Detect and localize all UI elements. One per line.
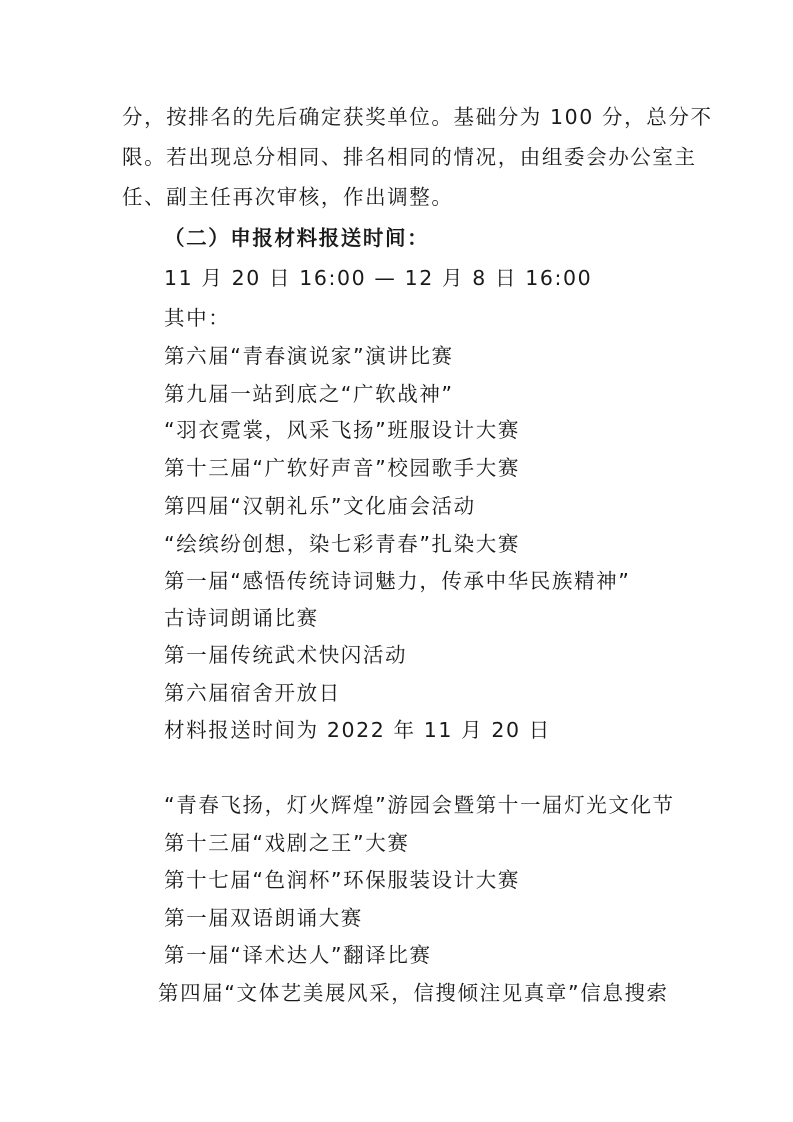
list-item: 第一届传统武术快闪活动 [164,643,408,667]
submission-time-range: 11 月 20 日 16:00 — 12 月 8 日 16:00 [164,266,593,290]
list-item: 第四届“文体艺美展风采，信搜倾注见真章”信息搜索 [158,981,669,1005]
section-heading: （二）申报材料报送时间： [164,226,430,250]
among-label: 其中： [164,306,231,330]
list-item: 第一届“感悟传统诗词魅力，传承中华民族精神” [164,569,631,593]
paragraph-line: 任、副主任再次审核，作出调整。 [122,185,454,209]
list-item: “绘缤纷创想，染七彩青春”扎染大赛 [164,532,520,556]
list-item: 第一届双语朗诵大赛 [164,906,363,930]
list-item: 第十三届“戏剧之王”大赛 [164,831,410,855]
list-item: 古诗词朗诵比赛 [164,606,319,630]
paragraph-line: 限。若出现总分相同、排名相同的情况，由组委会办公室主 [122,145,697,169]
list-item: 第六届宿舍开放日 [164,681,341,705]
list-item: “青春飞扬，灯火辉煌”游园会暨第十一届灯光文化节 [164,793,675,817]
list-item: “羽衣霓裳，风采飞扬”班服设计大赛 [164,418,520,442]
list-item: 第六届“青春演说家”演讲比赛 [164,344,454,368]
list-item: 第九届一站到底之“广软战神” [164,382,454,406]
list-item: 第十七届“色润杯”环保服装设计大赛 [164,868,520,892]
list-item: 第四届“汉朝礼乐”文化庙会活动 [164,494,476,518]
list-item: 第一届“译术达人”翻译比赛 [164,943,432,967]
deadline-note: 材料报送时间为 2022 年 11 月 20 日 [164,718,551,742]
list-item: 第十三届“广软好声音”校园歌手大赛 [164,456,520,480]
paragraph-line: 分，按排名的先后确定获奖单位。基础分为 100 分，总分不 [122,105,713,129]
